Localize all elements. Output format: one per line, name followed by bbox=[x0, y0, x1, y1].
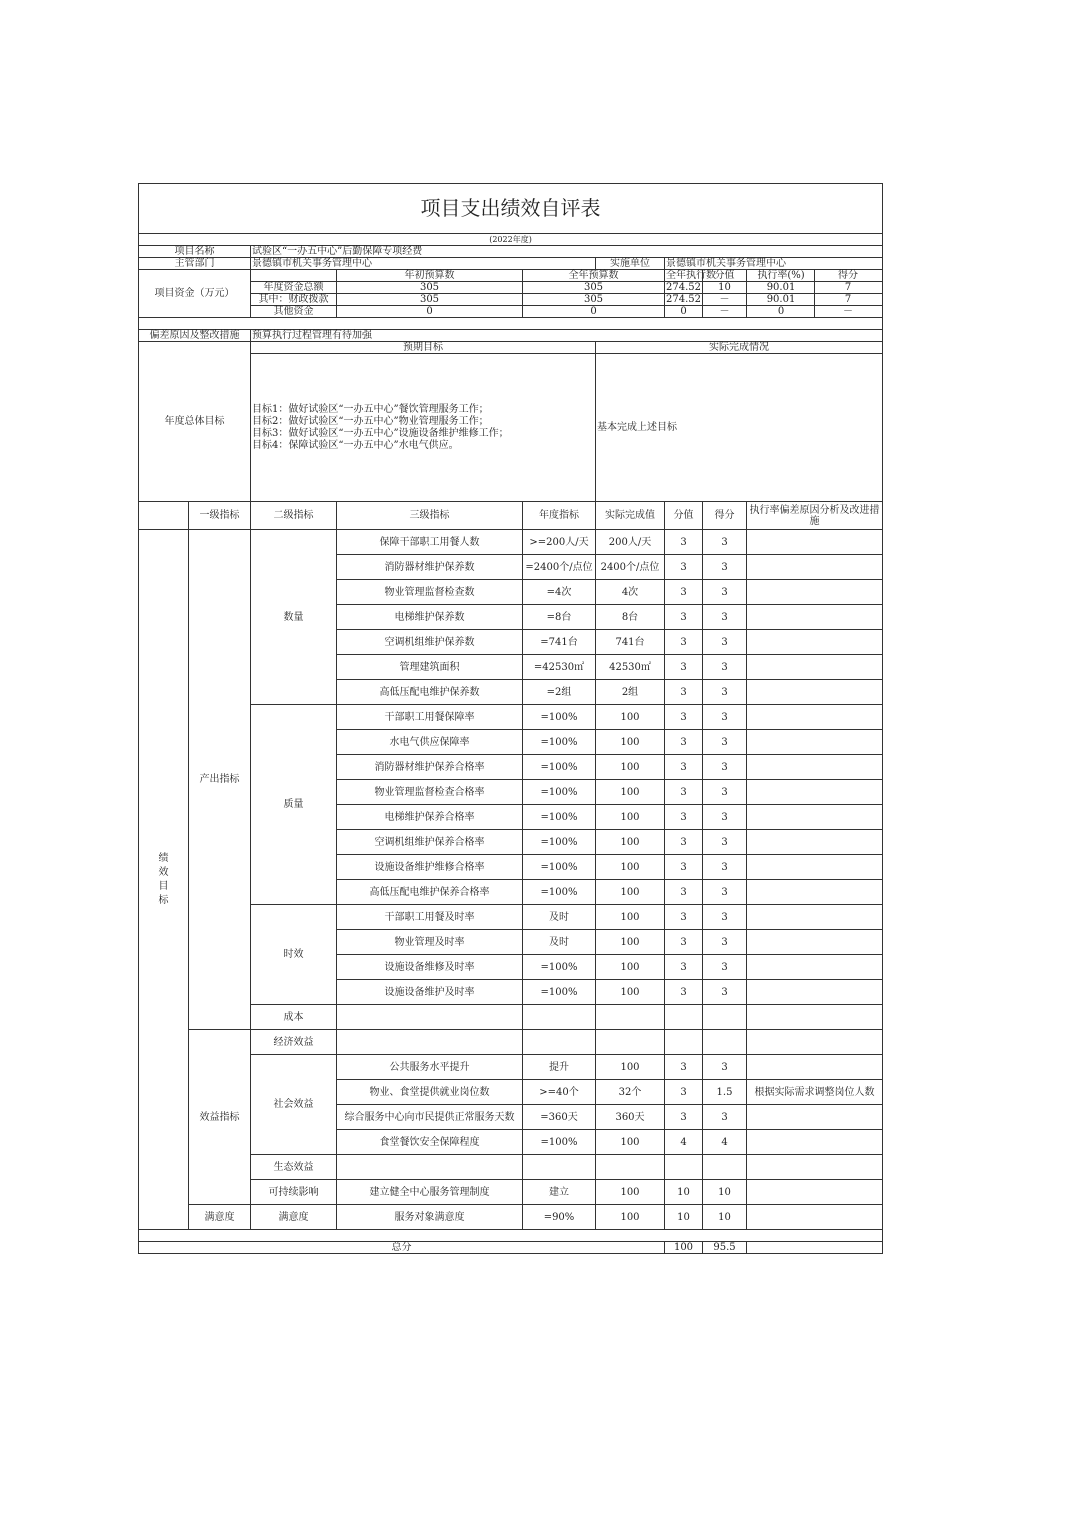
indicator-actual: 100 bbox=[596, 730, 665, 755]
indicator-value: 3 bbox=[665, 755, 703, 780]
funds-row-score-value: － bbox=[703, 306, 747, 318]
indicator-target: =2组 bbox=[523, 680, 596, 705]
indicator-score: 3 bbox=[703, 930, 747, 955]
empty-cell bbox=[703, 1030, 747, 1055]
indicator-note bbox=[747, 1105, 883, 1130]
indicator-note bbox=[747, 905, 883, 930]
funds-row-annual: 0 bbox=[523, 306, 665, 318]
indicator-value: 3 bbox=[665, 730, 703, 755]
indicator-name: 综合服务中心向市民提供正常服务天数 bbox=[337, 1105, 523, 1130]
funds-label: 项目资金（万元） bbox=[139, 270, 251, 318]
header-target: 年度指标 bbox=[523, 502, 596, 530]
indicator-score: 3 bbox=[703, 830, 747, 855]
level2-satisfaction: 满意度 bbox=[251, 1205, 337, 1230]
funds-row bbox=[139, 306, 883, 318]
empty-cell bbox=[747, 1155, 883, 1180]
indicator-value: 3 bbox=[665, 780, 703, 805]
empty-cell bbox=[596, 1155, 665, 1180]
indicator-target: 及时 bbox=[523, 930, 596, 955]
indicator-score: 3 bbox=[703, 555, 747, 580]
indicator-name: 高低压配电维护保养合格率 bbox=[337, 880, 523, 905]
deviation-text: 预算执行过程管理有待加强 bbox=[251, 330, 883, 342]
actual-goals: 基本完成上述目标 bbox=[596, 354, 883, 502]
funds-row-name: 年度资金总额 bbox=[251, 282, 337, 294]
indicator-value: 3 bbox=[665, 530, 703, 555]
indicator-note bbox=[747, 630, 883, 655]
indicator-actual: 100 bbox=[596, 855, 665, 880]
indicator-name: 设施设备维修及时率 bbox=[337, 955, 523, 980]
level2-social: 社会效益 bbox=[251, 1055, 337, 1155]
dept-label: 主管部门 bbox=[139, 258, 251, 270]
level2-quantity: 数量 bbox=[251, 530, 337, 705]
indicator-actual: 200人/天 bbox=[596, 530, 665, 555]
indicator-value: 3 bbox=[665, 580, 703, 605]
indicator-note bbox=[747, 955, 883, 980]
header-note: 执行率偏差原因分析及改进措施 bbox=[747, 502, 883, 530]
indicator-actual: 100 bbox=[596, 1055, 665, 1080]
level2-economic: 经济效益 bbox=[251, 1030, 337, 1055]
empty-cell bbox=[337, 1030, 523, 1055]
level2-timeliness: 时效 bbox=[251, 905, 337, 1005]
indicator-target: =100% bbox=[523, 955, 596, 980]
indicator-value: 3 bbox=[665, 1080, 703, 1105]
funds-header-row bbox=[139, 270, 883, 282]
actual-goal-header: 实际完成情况 bbox=[596, 342, 883, 354]
indicator-name: 服务对象满意度 bbox=[337, 1205, 523, 1230]
indicator-target: =2400个/点位 bbox=[523, 555, 596, 580]
empty-cell bbox=[703, 1155, 747, 1180]
expected-goals bbox=[251, 354, 596, 502]
funds-header-initial: 年初预算数 bbox=[337, 270, 523, 282]
indicator-score: 10 bbox=[703, 1205, 747, 1230]
funds-row-score: 7 bbox=[844, 294, 852, 305]
indicator-value: 3 bbox=[665, 680, 703, 705]
header-level3: 三级指标 bbox=[337, 502, 523, 530]
funds-header-executed: 全年执行数 bbox=[666, 270, 716, 281]
indicator-name: 干部职工用餐保障率 bbox=[337, 705, 523, 730]
total-label: 总分 bbox=[139, 1242, 665, 1254]
impl-label: 实施单位 bbox=[596, 258, 665, 270]
empty-cell bbox=[703, 1005, 747, 1030]
indicator-note bbox=[747, 1055, 883, 1080]
perf-goal-label-text: 绩效目标 bbox=[158, 852, 169, 906]
indicator-value: 3 bbox=[665, 1055, 703, 1080]
indicator-score: 3 bbox=[703, 980, 747, 1005]
indicator-target: =100% bbox=[523, 805, 596, 830]
funds-row-initial: 305 bbox=[337, 294, 523, 306]
indicator-target: =100% bbox=[523, 980, 596, 1005]
total-score: 95.5 bbox=[703, 1242, 747, 1254]
total-value: 100 bbox=[665, 1242, 703, 1254]
indicator-name: 公共服务水平提升 bbox=[337, 1055, 523, 1080]
empty-cell bbox=[523, 1005, 596, 1030]
indicator-value: 10 bbox=[665, 1205, 703, 1230]
funds-row-initial: 0 bbox=[337, 306, 523, 318]
spacer-row bbox=[139, 318, 883, 330]
indicator-score: 4 bbox=[703, 1130, 747, 1155]
indicator-actual: 2组 bbox=[596, 680, 665, 705]
indicator-value: 3 bbox=[665, 630, 703, 655]
indicator-value: 10 bbox=[665, 1180, 703, 1205]
funds-header-annual: 全年预算数 bbox=[523, 270, 665, 282]
indicator-name: 干部职工用餐及时率 bbox=[337, 905, 523, 930]
indicator-score: 1.5 bbox=[703, 1080, 747, 1105]
indicator-target: =4次 bbox=[523, 580, 596, 605]
level1-satisfaction: 满意度 bbox=[189, 1205, 251, 1230]
indicator-actual: 100 bbox=[596, 980, 665, 1005]
indicator-score: 3 bbox=[703, 580, 747, 605]
empty-cell bbox=[523, 1155, 596, 1180]
funds-row-rate: 90.01 bbox=[748, 294, 815, 305]
indicator-actual: 100 bbox=[596, 930, 665, 955]
expected-goal-header: 预期目标 bbox=[251, 342, 596, 354]
indicator-score: 3 bbox=[703, 780, 747, 805]
indicator-note bbox=[747, 855, 883, 880]
indicator-score: 10 bbox=[703, 1180, 747, 1205]
indicator-target: =42530㎡ bbox=[523, 655, 596, 680]
funds-row-rate-score bbox=[747, 306, 883, 318]
indicator-score: 3 bbox=[703, 855, 747, 880]
indicator-actual: 42530㎡ bbox=[596, 655, 665, 680]
indicator-name: 食堂餐饮安全保障程度 bbox=[337, 1130, 523, 1155]
indicator-score: 3 bbox=[703, 680, 747, 705]
indicator-actual: 360天 bbox=[596, 1105, 665, 1130]
project-name: 试验区“一办五中心”后勤保障专项经费 bbox=[251, 246, 883, 258]
evaluation-table bbox=[138, 183, 883, 1254]
empty-cell bbox=[596, 1030, 665, 1055]
indicator-score: 3 bbox=[703, 730, 747, 755]
indicator-note bbox=[747, 980, 883, 1005]
indicator-actual: 4次 bbox=[596, 580, 665, 605]
indicator-score: 3 bbox=[703, 1055, 747, 1080]
goal-item: 目标2：做好试验区“一办五中心”物业管理服务工作； bbox=[252, 415, 489, 427]
indicator-header-row bbox=[139, 502, 883, 530]
empty-cell bbox=[665, 1030, 703, 1055]
indicator-target: =100% bbox=[523, 755, 596, 780]
dept-value: 景德镇市机关事务管理中心 bbox=[251, 258, 596, 270]
indicator-value: 3 bbox=[665, 880, 703, 905]
indicator-note bbox=[747, 805, 883, 830]
indicator-note bbox=[747, 555, 883, 580]
indicator-actual: 100 bbox=[596, 755, 665, 780]
funds-row bbox=[139, 282, 883, 294]
indicator-value: 3 bbox=[665, 980, 703, 1005]
empty-cell bbox=[747, 1030, 883, 1055]
indicator-note bbox=[747, 580, 883, 605]
funds-row-rate: 0 bbox=[748, 306, 815, 317]
funds-row-score-value: 10 bbox=[703, 282, 747, 294]
indicator-value: 3 bbox=[665, 605, 703, 630]
funds-row-score: 7 bbox=[844, 282, 852, 293]
indicator-value: 3 bbox=[665, 930, 703, 955]
funds-row-executed: 0 bbox=[665, 306, 703, 318]
indicator-score: 3 bbox=[703, 905, 747, 930]
indicator-target: >=200人/天 bbox=[523, 530, 596, 555]
indicator-note bbox=[747, 830, 883, 855]
indicator-name: 物业、食堂提供就业岗位数 bbox=[337, 1080, 523, 1105]
empty-cell bbox=[523, 1030, 596, 1055]
indicator-target: =100% bbox=[523, 780, 596, 805]
indicator-score: 3 bbox=[703, 655, 747, 680]
indicator-actual: 32个 bbox=[596, 1080, 665, 1105]
goal-item: 目标3：做好试验区“一办五中心”设施设备维护维修工作； bbox=[252, 427, 509, 439]
indicator-name: 保障干部职工用餐人数 bbox=[337, 530, 523, 555]
indicator-score: 3 bbox=[703, 705, 747, 730]
indicator-value: 3 bbox=[665, 955, 703, 980]
indicator-actual: 100 bbox=[596, 805, 665, 830]
level2-sustainable: 可持续影响 bbox=[251, 1180, 337, 1205]
indicator-note bbox=[747, 1130, 883, 1155]
indicator-note bbox=[747, 930, 883, 955]
indicator-actual: 100 bbox=[596, 780, 665, 805]
indicator-name: 设施设备维护维修合格率 bbox=[337, 855, 523, 880]
header-actual: 实际完成值 bbox=[596, 502, 665, 530]
indicator-actual: 100 bbox=[596, 955, 665, 980]
indicator-note bbox=[747, 730, 883, 755]
indicator-value: 3 bbox=[665, 655, 703, 680]
indicator-note bbox=[747, 780, 883, 805]
total-note bbox=[747, 1242, 883, 1254]
indicator-name: 消防器材维护保养数 bbox=[337, 555, 523, 580]
indicator-target: =100% bbox=[523, 830, 596, 855]
funds-row-name: 其他资金 bbox=[251, 306, 337, 318]
indicator-name: 物业管理监督检查合格率 bbox=[337, 780, 523, 805]
funds-row-rate: 90.01 bbox=[748, 282, 815, 293]
indicator-note bbox=[747, 705, 883, 730]
goal-item: 目标1：做好试验区“一办五中心”餐饮管理服务工作； bbox=[252, 403, 489, 415]
header-value: 分值 bbox=[665, 502, 703, 530]
indicator-value: 4 bbox=[665, 1130, 703, 1155]
funds-row-name: 其中：财政拨款 bbox=[251, 294, 337, 306]
indicator-score: 3 bbox=[703, 1105, 747, 1130]
header-level2: 二级指标 bbox=[251, 502, 337, 530]
indicator-name: 电梯维护保养数 bbox=[337, 605, 523, 630]
indicator-actual: 2400个/点位 bbox=[596, 555, 665, 580]
empty-cell bbox=[665, 1155, 703, 1180]
indicator-value: 3 bbox=[665, 1105, 703, 1130]
indicator-target: =100% bbox=[523, 705, 596, 730]
indicator-name: 消防器材维护保养合格率 bbox=[337, 755, 523, 780]
level2-cost: 成本 bbox=[251, 1005, 337, 1030]
indicator-note: 根据实际需求调整岗位人数 bbox=[747, 1080, 883, 1105]
level2-ecological: 生态效益 bbox=[251, 1155, 337, 1180]
funds-row-initial: 305 bbox=[337, 282, 523, 294]
project-name-label: 项目名称 bbox=[139, 246, 251, 258]
page-title: 项目支出绩效自评表 bbox=[139, 184, 883, 234]
funds-row-annual: 305 bbox=[523, 282, 665, 294]
indicator-name: 空调机组维护保养合格率 bbox=[337, 830, 523, 855]
funds-row-rate-score bbox=[747, 282, 883, 294]
indicator-name: 设施设备维护及时率 bbox=[337, 980, 523, 1005]
indicator-score: 3 bbox=[703, 605, 747, 630]
funds-header-rate-score bbox=[747, 270, 883, 282]
indicator-score: 3 bbox=[703, 630, 747, 655]
self-evaluation-form bbox=[138, 183, 882, 1254]
funds-header-blank bbox=[251, 270, 337, 282]
funds-header-rate: 执行率(%) bbox=[748, 270, 815, 281]
indicator-target: =8台 bbox=[523, 605, 596, 630]
indicator-target: 建立 bbox=[523, 1180, 596, 1205]
indicator-score: 3 bbox=[703, 955, 747, 980]
goal-item: 目标4：保障试验区“一办五中心”水电气供应。 bbox=[252, 439, 459, 451]
indicator-target: =741台 bbox=[523, 630, 596, 655]
funds-row-executed: 274.52 bbox=[666, 282, 701, 293]
indicator-target: =100% bbox=[523, 855, 596, 880]
level2-quality: 质量 bbox=[251, 705, 337, 905]
indicator-note bbox=[747, 1180, 883, 1205]
indicator-target: =100% bbox=[523, 1130, 596, 1155]
header-level1: 一级指标 bbox=[189, 502, 251, 530]
indicator-value: 3 bbox=[665, 805, 703, 830]
indicator-value: 3 bbox=[665, 705, 703, 730]
indicator-name: 空调机组维护保养数 bbox=[337, 630, 523, 655]
header-blank bbox=[139, 502, 189, 530]
indicator-score: 3 bbox=[703, 530, 747, 555]
indicator-actual: 100 bbox=[596, 1130, 665, 1155]
indicator-value: 3 bbox=[665, 830, 703, 855]
indicator-value: 3 bbox=[665, 905, 703, 930]
perf-goal-label bbox=[139, 530, 189, 1230]
indicator-name: 物业管理监督检查数 bbox=[337, 580, 523, 605]
indicator-note bbox=[747, 1205, 883, 1230]
indicator-target: =90% bbox=[523, 1205, 596, 1230]
indicator-note bbox=[747, 605, 883, 630]
funds-row-executed: 274.52 bbox=[666, 294, 701, 305]
funds-row bbox=[139, 294, 883, 306]
indicator-value: 3 bbox=[665, 855, 703, 880]
indicator-name: 电梯维护保养合格率 bbox=[337, 805, 523, 830]
empty-cell bbox=[747, 1005, 883, 1030]
indicator-score: 3 bbox=[703, 755, 747, 780]
funds-row-score-value: － bbox=[703, 294, 747, 306]
empty-cell bbox=[596, 1005, 665, 1030]
impl-value: 景德镇市机关事务管理中心 bbox=[665, 258, 883, 270]
indicator-actual: 100 bbox=[596, 905, 665, 930]
spacer-row bbox=[139, 1230, 883, 1242]
indicator-note bbox=[747, 755, 883, 780]
funds-header-score: 得分 bbox=[838, 270, 859, 281]
level1-output: 产出指标 bbox=[189, 530, 251, 1030]
funds-row-rate-score bbox=[747, 294, 883, 306]
indicator-name: 管理建筑面积 bbox=[337, 655, 523, 680]
header-score: 得分 bbox=[703, 502, 747, 530]
indicator-name: 水电气供应保障率 bbox=[337, 730, 523, 755]
indicator-name: 物业管理及时率 bbox=[337, 930, 523, 955]
indicator-actual: 100 bbox=[596, 1205, 665, 1230]
indicator-note bbox=[747, 530, 883, 555]
indicator-target: >=40个 bbox=[523, 1080, 596, 1105]
indicator-target: 提升 bbox=[523, 1055, 596, 1080]
indicator-note bbox=[747, 680, 883, 705]
funds-header-score-value: 分值 bbox=[703, 270, 747, 282]
indicator-score: 3 bbox=[703, 805, 747, 830]
indicator-value: 3 bbox=[665, 555, 703, 580]
level1-benefit: 效益指标 bbox=[189, 1030, 251, 1205]
indicator-target: 及时 bbox=[523, 905, 596, 930]
indicator-note bbox=[747, 655, 883, 680]
indicator-actual: 100 bbox=[596, 880, 665, 905]
indicator-actual: 100 bbox=[596, 1180, 665, 1205]
indicator-actual: 100 bbox=[596, 705, 665, 730]
indicator-name: 建立健全中心服务管理制度 bbox=[337, 1180, 523, 1205]
funds-row-score: － bbox=[843, 306, 854, 317]
indicator-target: =100% bbox=[523, 730, 596, 755]
funds-row-annual: 305 bbox=[523, 294, 665, 306]
empty-cell bbox=[665, 1005, 703, 1030]
empty-cell bbox=[337, 1155, 523, 1180]
indicator-actual: 100 bbox=[596, 830, 665, 855]
indicator-actual: 8台 bbox=[596, 605, 665, 630]
deviation-label: 偏差原因及整改措施 bbox=[139, 330, 251, 342]
indicator-note bbox=[747, 880, 883, 905]
indicator-target: =360天 bbox=[523, 1105, 596, 1130]
indicator-score: 3 bbox=[703, 880, 747, 905]
indicator-target: =100% bbox=[523, 880, 596, 905]
indicator-actual: 741台 bbox=[596, 630, 665, 655]
indicator-name: 高低压配电维护保养数 bbox=[337, 680, 523, 705]
year-label: (2022年度) bbox=[139, 234, 883, 246]
overall-goal-label: 年度总体目标 bbox=[139, 342, 251, 502]
empty-cell bbox=[337, 1005, 523, 1030]
